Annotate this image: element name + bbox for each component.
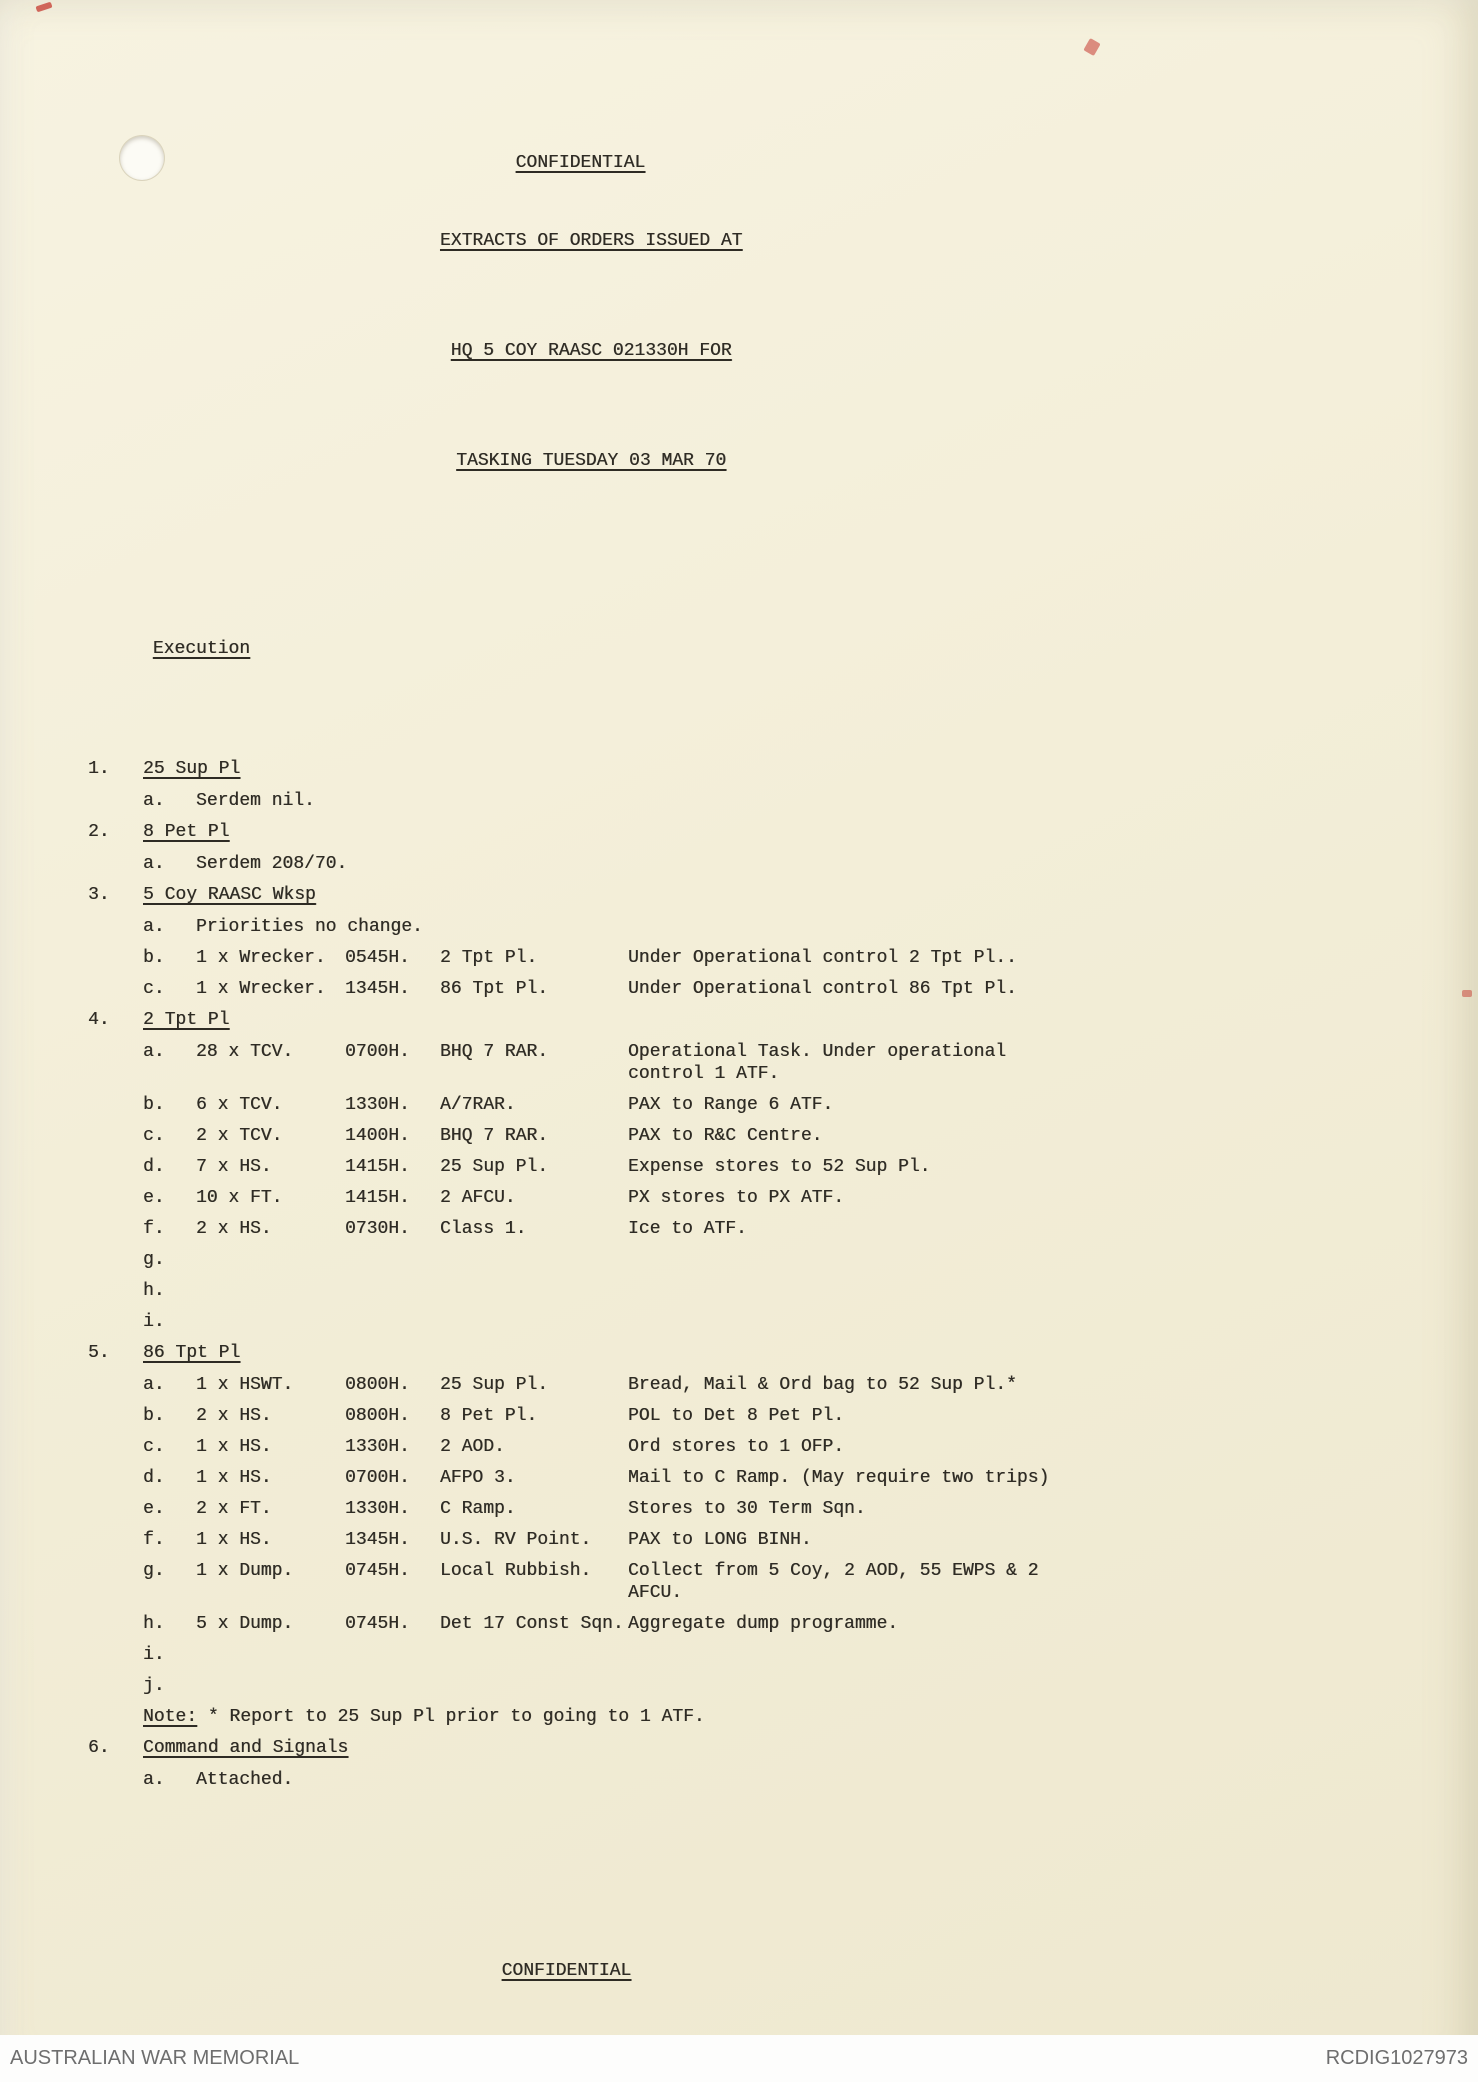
row-remark: Ice to ATF. — [628, 1219, 747, 1239]
row-remark: PAX to LONG BINH. — [628, 1530, 812, 1550]
row-destination: AFPO 3. — [440, 1468, 516, 1488]
row-letter: a. — [143, 917, 165, 937]
order-row — [88, 1467, 1068, 1489]
order-row — [88, 1280, 1068, 1302]
order-row — [88, 853, 1068, 875]
row-destination: C Ramp. — [440, 1499, 516, 1519]
watermark-bar — [0, 2035, 1478, 2082]
row-time: 0800H. — [345, 1375, 410, 1395]
row-time: 1330H. — [345, 1095, 410, 1115]
section-number: 1. — [88, 759, 110, 779]
row-destination: Class 1. — [440, 1219, 527, 1239]
row-remark: POL to Det 8 Pet Pl. — [628, 1406, 845, 1426]
document-title-line-1 — [0, 208, 1096, 274]
row-remark: Aggregate dump programme. — [628, 1614, 899, 1634]
order-row — [88, 916, 1068, 938]
section-heading-row — [88, 1009, 1068, 1031]
row-vehicle-qty: 1 x Wrecker. — [196, 948, 326, 968]
row-time: 1400H. — [345, 1126, 410, 1146]
document-title-line-3 — [0, 428, 1096, 494]
order-row — [88, 1405, 1068, 1427]
row-text: Serdem 208/70. — [196, 854, 348, 874]
row-vehicle-qty: 2 x FT. — [196, 1499, 272, 1519]
order-section — [88, 821, 1068, 875]
section-number: 3. — [88, 885, 110, 905]
row-time: 0545H. — [345, 948, 410, 968]
row-letter: g. — [143, 1250, 165, 1270]
row-letter: e. — [143, 1188, 165, 1208]
row-destination: 8 Pet Pl. — [440, 1406, 538, 1426]
row-vehicle-qty: 6 x TCV. — [196, 1095, 283, 1115]
row-text: Priorities no change. — [196, 917, 423, 937]
row-letter: d. — [143, 1468, 165, 1488]
row-time: 0700H. — [345, 1042, 410, 1062]
row-letter: e. — [143, 1499, 165, 1519]
row-destination: Det 17 Const Sqn. — [440, 1614, 624, 1634]
row-remark: PX stores to PX ATF. — [628, 1188, 845, 1208]
row-time: 0730H. — [345, 1219, 410, 1239]
row-vehicle-qty: 1 x HSWT. — [196, 1375, 294, 1395]
order-row — [88, 1156, 1068, 1178]
row-vehicle-qty: 2 x TCV. — [196, 1126, 283, 1146]
classification-bottom-wrap — [0, 1938, 1068, 2004]
order-section — [88, 1342, 1068, 1728]
row-letter: a. — [143, 1042, 165, 1062]
row-letter: h. — [143, 1281, 165, 1301]
watermark-right: RCDIG1027973 — [1325, 2047, 1468, 2069]
row-remark: PAX to R&C Centre. — [628, 1126, 823, 1146]
row-time: 1345H. — [345, 979, 410, 999]
section-title-text: Command and Signals — [143, 1738, 349, 1758]
row-letter: c. — [143, 979, 165, 999]
row-letter: d. — [143, 1157, 165, 1177]
row-letter: c. — [143, 1437, 165, 1457]
order-section — [88, 758, 1068, 812]
row-letter: a. — [143, 1375, 165, 1395]
row-remark: Stores to 30 Term Sqn. — [628, 1499, 866, 1519]
order-row — [88, 1311, 1068, 1333]
section-title-text: 2 Tpt Pl — [143, 1010, 230, 1030]
row-remark: Under Operational control 86 Tpt Pl. — [628, 979, 1017, 999]
order-row — [88, 1125, 1068, 1147]
row-vehicle-qty: 5 x Dump. — [196, 1614, 294, 1634]
row-destination: 25 Sup Pl. — [440, 1157, 549, 1177]
row-letter: f. — [143, 1219, 165, 1239]
row-text: Attached. — [196, 1770, 294, 1790]
order-row — [88, 1529, 1068, 1551]
row-vehicle-qty: 28 x TCV. — [196, 1042, 294, 1062]
note-label: Note: — [143, 1707, 198, 1727]
order-row — [88, 1187, 1068, 1209]
section-number: 2. — [88, 822, 110, 842]
order-row — [88, 947, 1068, 969]
row-destination: BHQ 7 RAR. — [440, 1126, 549, 1146]
order-section — [88, 884, 1068, 1000]
order-row — [88, 1560, 1068, 1604]
section-title-text: 5 Coy RAASC Wksp — [143, 885, 316, 905]
row-vehicle-qty: 1 x Wrecker. — [196, 979, 326, 999]
row-destination: 25 Sup Pl. — [440, 1375, 549, 1395]
section-heading-row — [88, 1342, 1068, 1364]
row-destination: A/7RAR. — [440, 1095, 516, 1115]
row-remark: Operational Task. Under operational control 1 ATF. — [628, 1042, 1017, 1084]
row-destination: BHQ 7 RAR. — [440, 1042, 549, 1062]
section-title — [143, 1737, 1068, 1759]
row-time: 1330H. — [345, 1437, 410, 1457]
section-title — [143, 821, 1068, 843]
section-heading-row — [88, 884, 1068, 906]
order-row — [88, 1041, 1068, 1085]
row-destination: 2 AFCU. — [440, 1188, 516, 1208]
row-vehicle-qty: 7 x HS. — [196, 1157, 272, 1177]
row-letter: j. — [143, 1676, 165, 1696]
row-vehicle-qty: 10 x FT. — [196, 1188, 283, 1208]
order-row — [88, 1498, 1068, 1520]
section-number: 6. — [88, 1738, 110, 1758]
row-letter: a. — [143, 854, 165, 874]
row-vehicle-qty: 1 x Dump. — [196, 1561, 294, 1581]
note: Note: * Report to 25 Sup Pl prior to going to 1 ATF. — [143, 1707, 705, 1727]
order-row — [88, 1374, 1068, 1396]
row-letter: b. — [143, 1406, 165, 1426]
row-letter: a. — [143, 791, 165, 811]
section-title-text: 25 Sup Pl — [143, 759, 241, 779]
order-row — [88, 1675, 1068, 1697]
row-time: 0745H. — [345, 1561, 410, 1581]
row-letter: g. — [143, 1561, 165, 1581]
order-row — [88, 1769, 1068, 1791]
row-destination: 86 Tpt Pl. — [440, 979, 549, 999]
order-row — [88, 978, 1068, 1000]
row-time: 1415H. — [345, 1157, 410, 1177]
classification-top: CONFIDENTIAL — [515, 153, 646, 173]
order-row — [88, 790, 1068, 812]
row-text: Serdem nil. — [196, 791, 315, 811]
document-title-line-2 — [0, 318, 1096, 384]
row-destination: U.S. RV Point. — [440, 1530, 592, 1550]
execution-heading-text: Execution — [152, 639, 251, 659]
watermark-left: AUSTRALIAN WAR MEMORIAL — [10, 2047, 300, 2069]
section-title — [143, 1342, 1068, 1364]
order-row — [88, 1218, 1068, 1240]
section-number: 4. — [88, 1010, 110, 1030]
section-number: 5. — [88, 1343, 110, 1363]
title-text-1: EXTRACTS OF ORDERS ISSUED AT — [439, 231, 743, 251]
row-destination: Local Rubbish. — [440, 1561, 592, 1581]
section-title-text: 8 Pet Pl — [143, 822, 230, 842]
order-section — [88, 1737, 1068, 1791]
row-time: 0745H. — [345, 1614, 410, 1634]
section-title — [143, 1009, 1068, 1031]
row-remark: PAX to Range 6 ATF. — [628, 1095, 834, 1115]
row-letter: b. — [143, 948, 165, 968]
note-row — [88, 1706, 1068, 1728]
row-time: 1330H. — [345, 1499, 410, 1519]
section-heading-row — [88, 1737, 1068, 1759]
red-scan-mark — [1462, 990, 1472, 997]
order-row — [88, 1436, 1068, 1458]
title-text-2: HQ 5 COY RAASC 021330H FOR — [450, 341, 732, 361]
row-vehicle-qty: 1 x HS. — [196, 1437, 272, 1457]
row-letter: i. — [143, 1645, 165, 1665]
row-remark: Ord stores to 1 OFP. — [628, 1437, 845, 1457]
row-remark: Expense stores to 52 Sup Pl. — [628, 1157, 931, 1177]
order-row — [88, 1613, 1068, 1635]
row-letter: i. — [143, 1312, 165, 1332]
row-destination: 2 AOD. — [440, 1437, 505, 1457]
row-letter: h. — [143, 1614, 165, 1634]
section-title — [143, 758, 1068, 780]
section-title-text: 86 Tpt Pl — [143, 1343, 241, 1363]
row-letter: b. — [143, 1095, 165, 1115]
row-vehicle-qty: 2 x HS. — [196, 1219, 272, 1239]
classification-bottom: CONFIDENTIAL — [501, 1961, 632, 1981]
section-heading-row — [88, 821, 1068, 843]
row-vehicle-qty: 2 x HS. — [196, 1406, 272, 1426]
sections — [0, 758, 1068, 1791]
section-heading-row — [88, 758, 1068, 780]
row-remark: Under Operational control 2 Tpt Pl.. — [628, 948, 1017, 968]
order-row — [88, 1094, 1068, 1116]
document-header — [0, 66, 1096, 538]
row-letter: f. — [143, 1530, 165, 1550]
order-row — [88, 1644, 1068, 1666]
row-letter: c. — [143, 1126, 165, 1146]
row-destination: 2 Tpt Pl. — [440, 948, 538, 968]
order-row — [88, 1249, 1068, 1271]
order-section — [88, 1009, 1068, 1333]
execution-heading — [0, 616, 1096, 682]
row-time: 0800H. — [345, 1406, 410, 1426]
row-letter: a. — [143, 1770, 165, 1790]
row-vehicle-qty: 1 x HS. — [196, 1468, 272, 1488]
row-time: 1345H. — [345, 1530, 410, 1550]
row-remark: Bread, Mail & Ord bag to 52 Sup Pl.* — [628, 1375, 1017, 1395]
row-vehicle-qty: 1 x HS. — [196, 1530, 272, 1550]
row-time: 1415H. — [345, 1188, 410, 1208]
section-title — [143, 884, 1068, 906]
title-text-3: TASKING TUESDAY 03 MAR 70 — [456, 451, 727, 471]
row-time: 0700H. — [345, 1468, 410, 1488]
row-remark: Collect from 5 Coy, 2 AOD, 55 EWPS & 2 AFCU. — [628, 1561, 1050, 1603]
row-remark: Mail to C Ramp. (May require two trips) — [628, 1468, 1050, 1488]
